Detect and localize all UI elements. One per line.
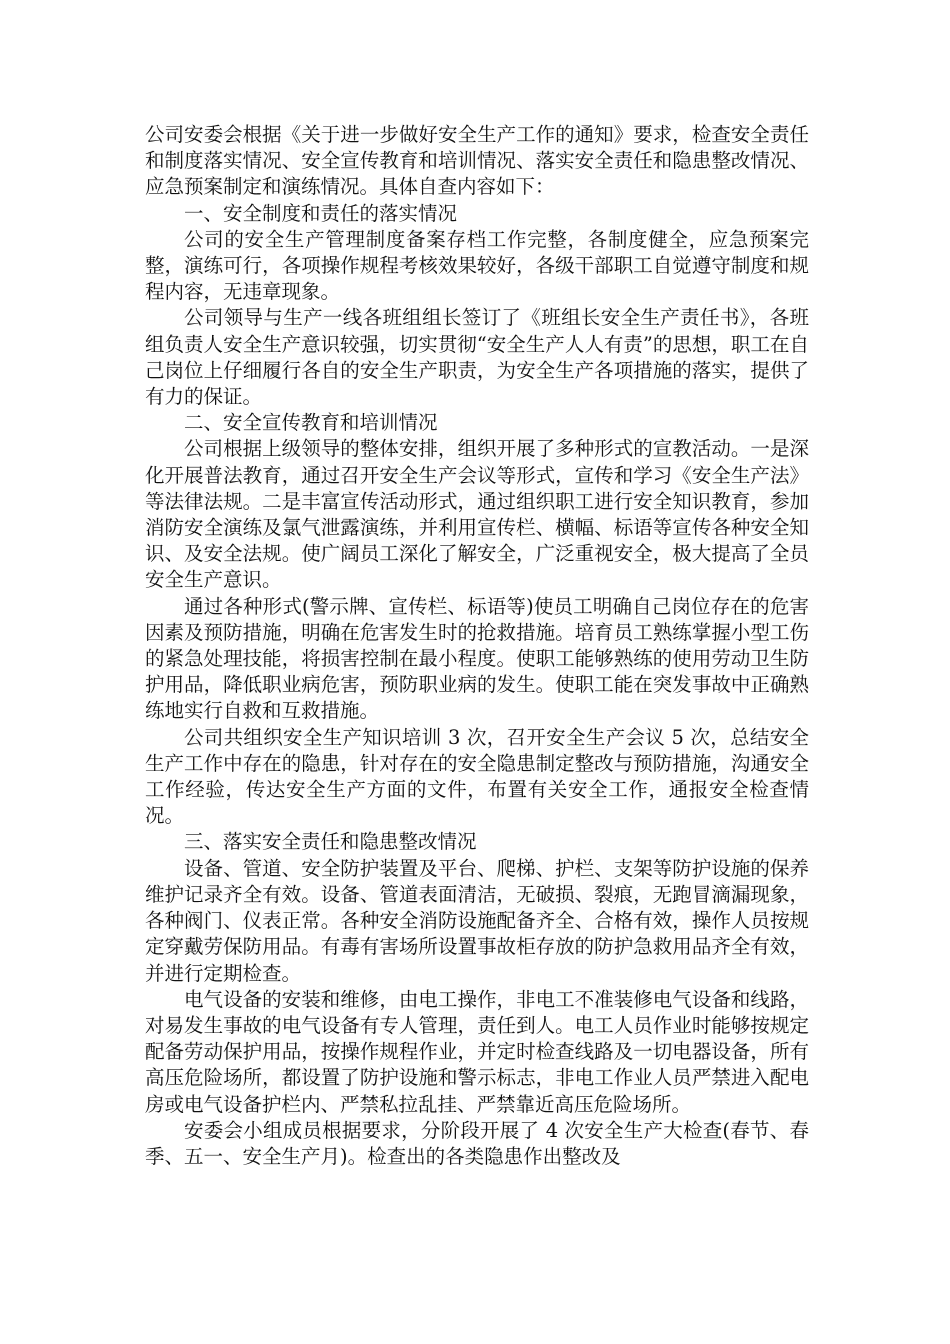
body-paragraph: 设备、管道、安全防护装置及平台、爬梯、护栏、支架等防护设施的保养维护记录齐全有效。设备、管道表面清洁，无破损、裂痕，无跑冒滴漏现象，各种阀门、仪表正常。各种安全消防设施配备齐全、合格有效，操作人员按规定穿戴劳保防用品。有毒有害场所设置事故柜存放的防护急救用品齐全有效，并进行定期检查。 bbox=[145, 856, 809, 985]
body-paragraph: 安委会小组成员根据要求，分阶段开展了 4 次安全生产大检查(春节、春季、五一、安全生产月)。检查出的各类隐患作出整改及 bbox=[145, 1118, 809, 1168]
body-paragraph: 公司共组织安全生产知识培训 3 次，召开安全生产会议 5 次，总结安全生产工作中存在的隐患，针对存在的安全隐患制定整改与预防措施，沟通安全工作经验，传达安全生产方面的文件，布置有关安全工作，通报安全检查情况。 bbox=[145, 725, 809, 828]
body-paragraph: 公司的安全生产管理制度备案存档工作完整，各制度健全，应急预案完整，演练可行，各项操作规程考核效果较好，各级干部职工自觉遵守制度和规程内容，无违章现象。 bbox=[145, 227, 809, 304]
body-paragraph: 通过各种形式(警示牌、宣传栏、标语等)使员工明确自己岗位存在的危害因素及预防措施，明确在危害发生时的抢救措施。培育员工熟练掌握小型工伤的紧急处理技能，将损害控制在最小程度。使职工能够熟练的使用劳动卫生防护用品，降低职业病危害，预防职业病的发生。使职工能在突发事故中正确熟练地实行自救和互救措施。 bbox=[145, 594, 809, 723]
body-paragraph: 公司根据上级领导的整体安排，组织开展了多种形式的宣教活动。一是深化开展普法教育，通过召开安全生产会议等形式，宣传和学习《安全生产法》等法律法规。二是丰富宣传活动形式，通过组织职工进行安全知识教育，参加消防安全演练及氯气泄露演练，并利用宣传栏、横幅、标语等宣传各种安全知识、及安全法规。使广阔员工深化了解安全，广泛重视安全，极大提高了全员安全生产意识。 bbox=[145, 437, 809, 592]
intro-paragraph: 公司安委会根据《关于进一步做好安全生产工作的通知》要求，检查安全责任和制度落实情况、安全宣传教育和培训情况、落实安全责任和隐患整改情况、应急预案制定和演练情况。具体自查内容如下： bbox=[145, 123, 809, 199]
section-heading-2: 二、安全宣传教育和培训情况 bbox=[184, 411, 438, 435]
body-paragraph: 公司领导与生产一线各班组组长签订了《班组长安全生产责任书》，各班组负责人安全生产意识较强，切实贯彻“安全生产人人有责”的思想，职工在自己岗位上仔细履行各自的安全生产职责，为安全生产各项措施的落实，提供了有力的保证。 bbox=[145, 306, 809, 409]
body-paragraph: 电气设备的安装和维修，由电工操作，非电工不准装修电气设备和线路，对易发生事故的电气设备有专人管理，责任到人。电工人员作业时能够按规定配备劳动保护用品，按操作规程作业，并定时检查线路及一切电器设备，所有高压危险场所，都设置了防护设施和警示标志，非电工作业人员严禁进入配电房或电气设备护栏内、严禁私拉乱挂、严禁靠近高压危险场所。 bbox=[145, 987, 809, 1116]
section-heading-1: 一、安全制度和责任的落实情况 bbox=[184, 201, 458, 225]
document-body bbox=[145, 122, 809, 1170]
section-heading-3: 三、落实安全责任和隐患整改情况 bbox=[184, 830, 477, 854]
